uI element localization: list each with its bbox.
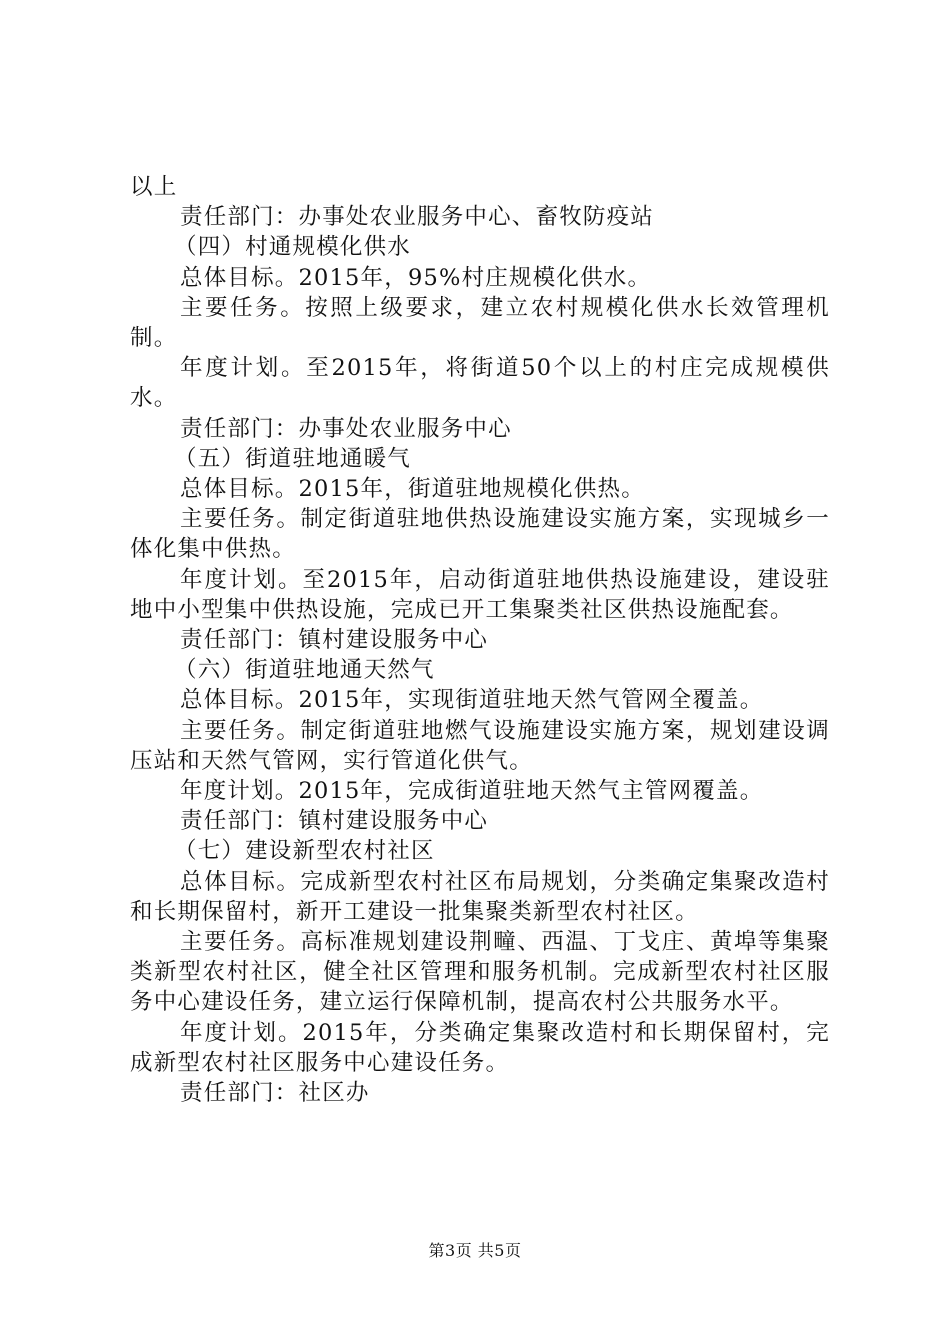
- paragraph: 总体目标。2015年，街道驻地规模化供热。: [180, 476, 645, 503]
- paragraph: 责任部门：社区办: [180, 1080, 370, 1107]
- paragraph: 主要任务。高标准规划建设荆疃、西温、丁戈庄、黄埠等集聚类新型农村社区，健全社区管理和服务机制。完成新型农村社区服务中心建设任务，建立运行保障机制，提高农村公共服务水平。: [130, 929, 830, 1016]
- section-heading: （四）村通规模化供水: [174, 234, 412, 261]
- paragraph: 责任部门：办事处农业服务中心: [180, 415, 512, 442]
- section-heading: （七）建设新型农村社区: [174, 838, 435, 865]
- paragraph: 主要任务。按照上级要求，建立农村规模化供水长效管理机制。: [130, 294, 830, 352]
- section-heading: （六）街道驻地通天然气: [174, 657, 435, 684]
- paragraph: 总体目标。2015年，实现街道驻地天然气管网全覆盖。: [180, 687, 764, 714]
- document-body: [130, 172, 830, 1108]
- paragraph: 年度计划。2015年，分类确定集聚改造村和长期保留村，完成新型农村社区服务中心建设任务。: [130, 1019, 830, 1076]
- paragraph: 责任部门：办事处农业服务中心、畜牧防疫站: [180, 204, 655, 231]
- paragraph: 年度计划。至2015年，启动街道驻地供热设施建设，建设驻地中小型集中供热设施，完成已开工集聚类社区供热设施配套。: [130, 566, 830, 623]
- paragraph: 年度计划。至2015年，将街道50个以上的村庄完成规模供水。: [130, 355, 830, 412]
- section-heading: （五）街道驻地通暖气: [174, 445, 412, 472]
- paragraph: 总体目标。完成新型农村社区布局规划，分类确定集聚改造村和长期保留村，新开工建设一批集聚类新型农村社区。: [130, 868, 830, 925]
- paragraph: 主要任务。制定街道驻地供热设施建设实施方案，实现城乡一体化集中供热。: [130, 506, 830, 563]
- page-footer: [0, 1240, 950, 1262]
- page-number-label: 第3页 共5页: [428, 1241, 522, 1260]
- paragraph: 主要任务。制定街道驻地燃气设施建设实施方案，规划建设调压站和天然气管网，实行管道化供气。: [130, 717, 830, 774]
- paragraph: 年度计划。2015年，完成街道驻地天然气主管网覆盖。: [180, 778, 764, 805]
- paragraph: 以上: [130, 174, 178, 200]
- paragraph: 责任部门：镇村建设服务中心: [180, 808, 489, 835]
- paragraph: 总体目标。2015年，95%村庄规模化供水。: [180, 264, 652, 291]
- paragraph: 责任部门：镇村建设服务中心: [180, 627, 489, 654]
